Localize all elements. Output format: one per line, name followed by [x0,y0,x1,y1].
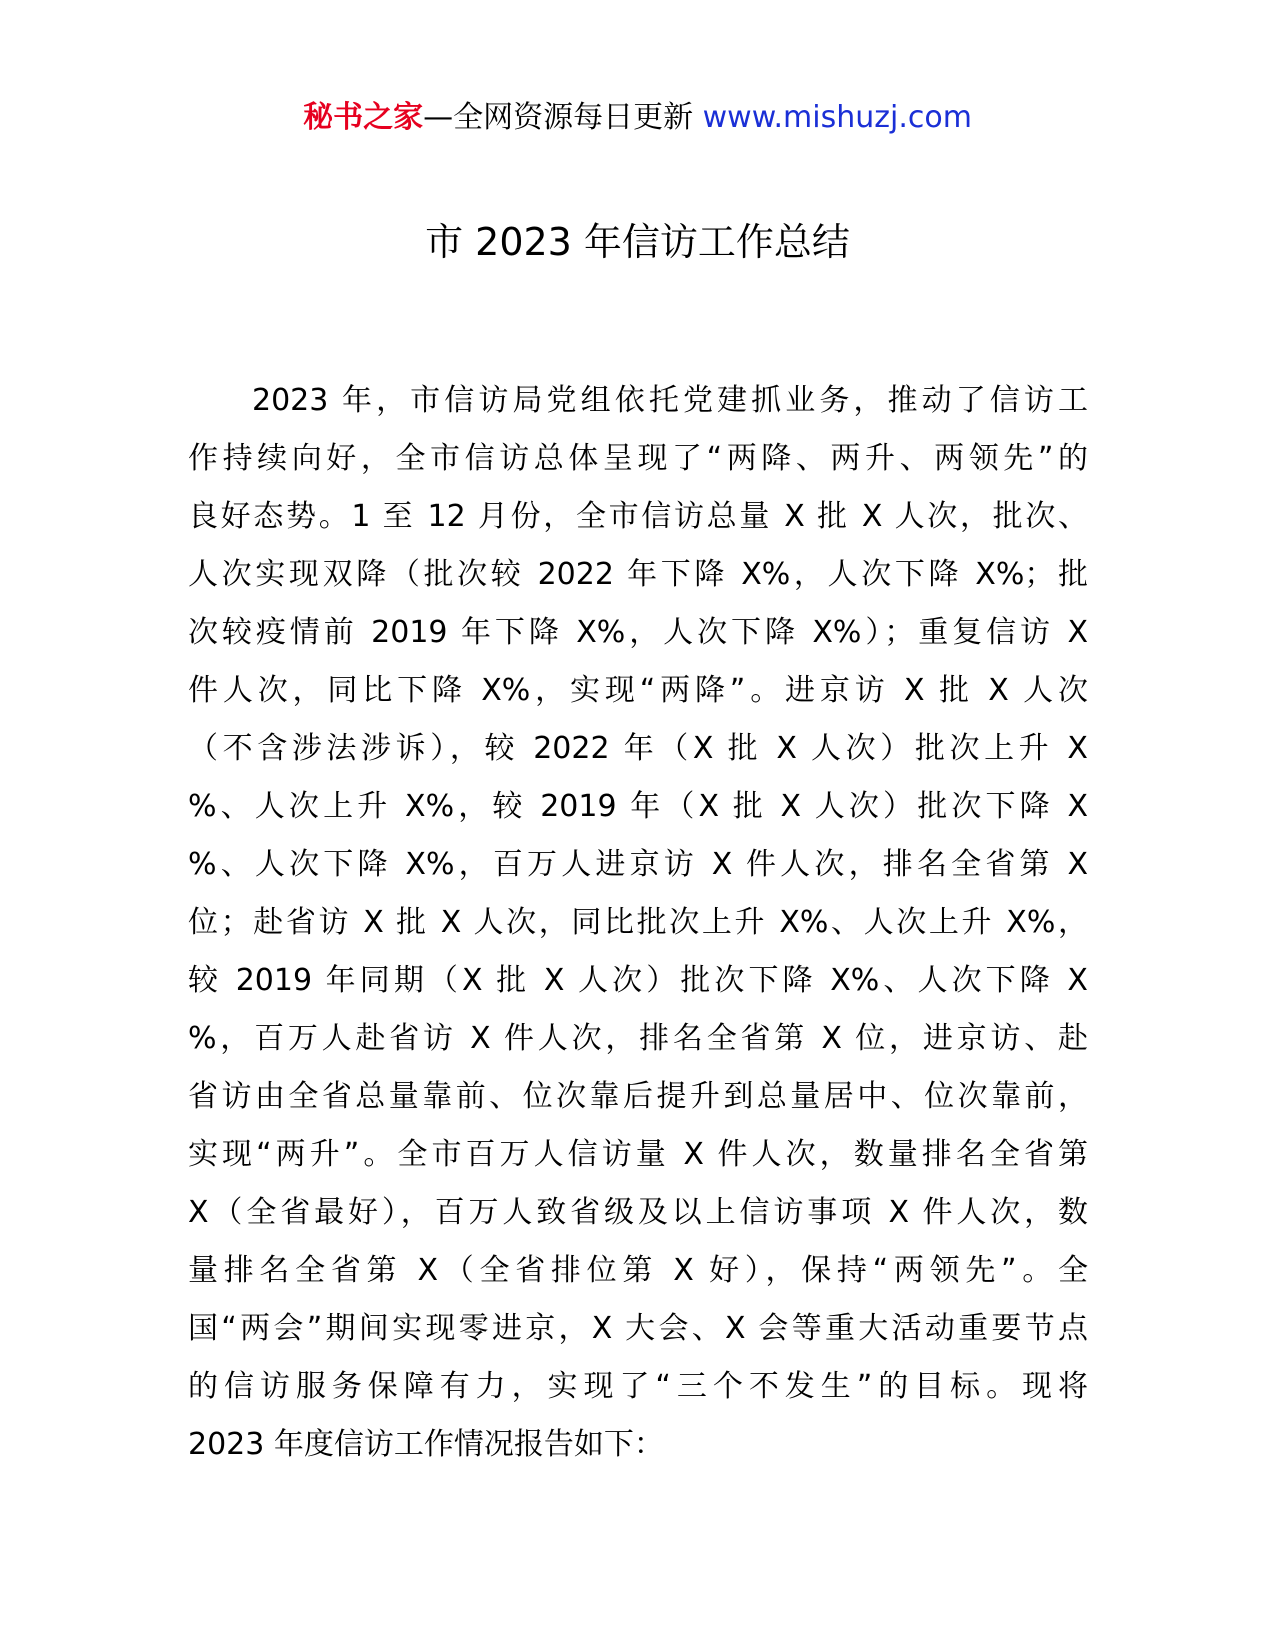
paragraph-line: X（全省最好），百万人致省级及以上信访事项 X 件人次，数 [188,1195,1088,1230]
paragraph-line: 的信访服务保障有力，实现了“三个不发生”的目标。现将 [188,1369,1088,1404]
paragraph-line: 国“两会”期间实现零进京，X 大会、X 会等重大活动重要节点 [188,1311,1088,1346]
header-slogan: —全网资源每日更新 [423,100,703,135]
site-header [0,98,1275,138]
paragraph-line: 位；赴省访 X 批 X 人次，同比批次上升 X%、人次上升 X%， [188,905,1088,940]
site-url[interactable]: www.mishuzj.com [702,100,972,135]
brand-name: 秘书之家 [303,100,424,135]
paragraph-line: 件人次，同比下降 X%，实现“两降”。进京访 X 批 X 人次 [188,673,1088,708]
document-body [188,372,1088,1474]
paragraph-line: 实现“两升”。全市百万人信访量 X 件人次，数量排名全省第 [188,1137,1088,1172]
paragraph-line: 良好态势。1 至 12 月份，全市信访总量 X 批 X 人次，批次、 [188,499,1088,534]
paragraph-line: 2023 年，市信访局党组依托党建抓业务，推动了信访工 [252,383,1088,418]
document-title: 市 2023 年信访工作总结 [425,220,850,264]
paragraph-line: （不含涉法涉诉），较 2022 年（X 批 X 人次）批次上升 X [188,731,1088,766]
paragraph-line: %，百万人赴省访 X 件人次，排名全省第 X 位，进京访、赴 [188,1021,1088,1056]
paragraph-line: %、人次上升 X%，较 2019 年（X 批 X 人次）批次下降 X [188,789,1088,824]
paragraph-line: 较 2019 年同期（X 批 X 人次）批次下降 X%、人次下降 X [188,963,1088,998]
paragraph-line: 次较疫情前 2019 年下降 X%，人次下降 X%）；重复信访 X [188,615,1088,650]
paragraph-line: 2023 年度信访工作情况报告如下： [188,1427,664,1462]
paragraph-line: 作持续向好，全市信访总体呈现了“两降、两升、两领先”的 [188,441,1088,476]
paragraph-line: %、人次下降 X%，百万人进京访 X 件人次，排名全省第 X [188,847,1088,882]
paragraph-line: 省访由全省总量靠前、位次靠后提升到总量居中、位次靠前， [188,1079,1088,1114]
paragraph-line: 量排名全省第 X（全省排位第 X 好），保持“两领先”。全 [188,1253,1088,1288]
paragraph-line: 人次实现双降（批次较 2022 年下降 X%，人次下降 X%；批 [188,557,1088,592]
